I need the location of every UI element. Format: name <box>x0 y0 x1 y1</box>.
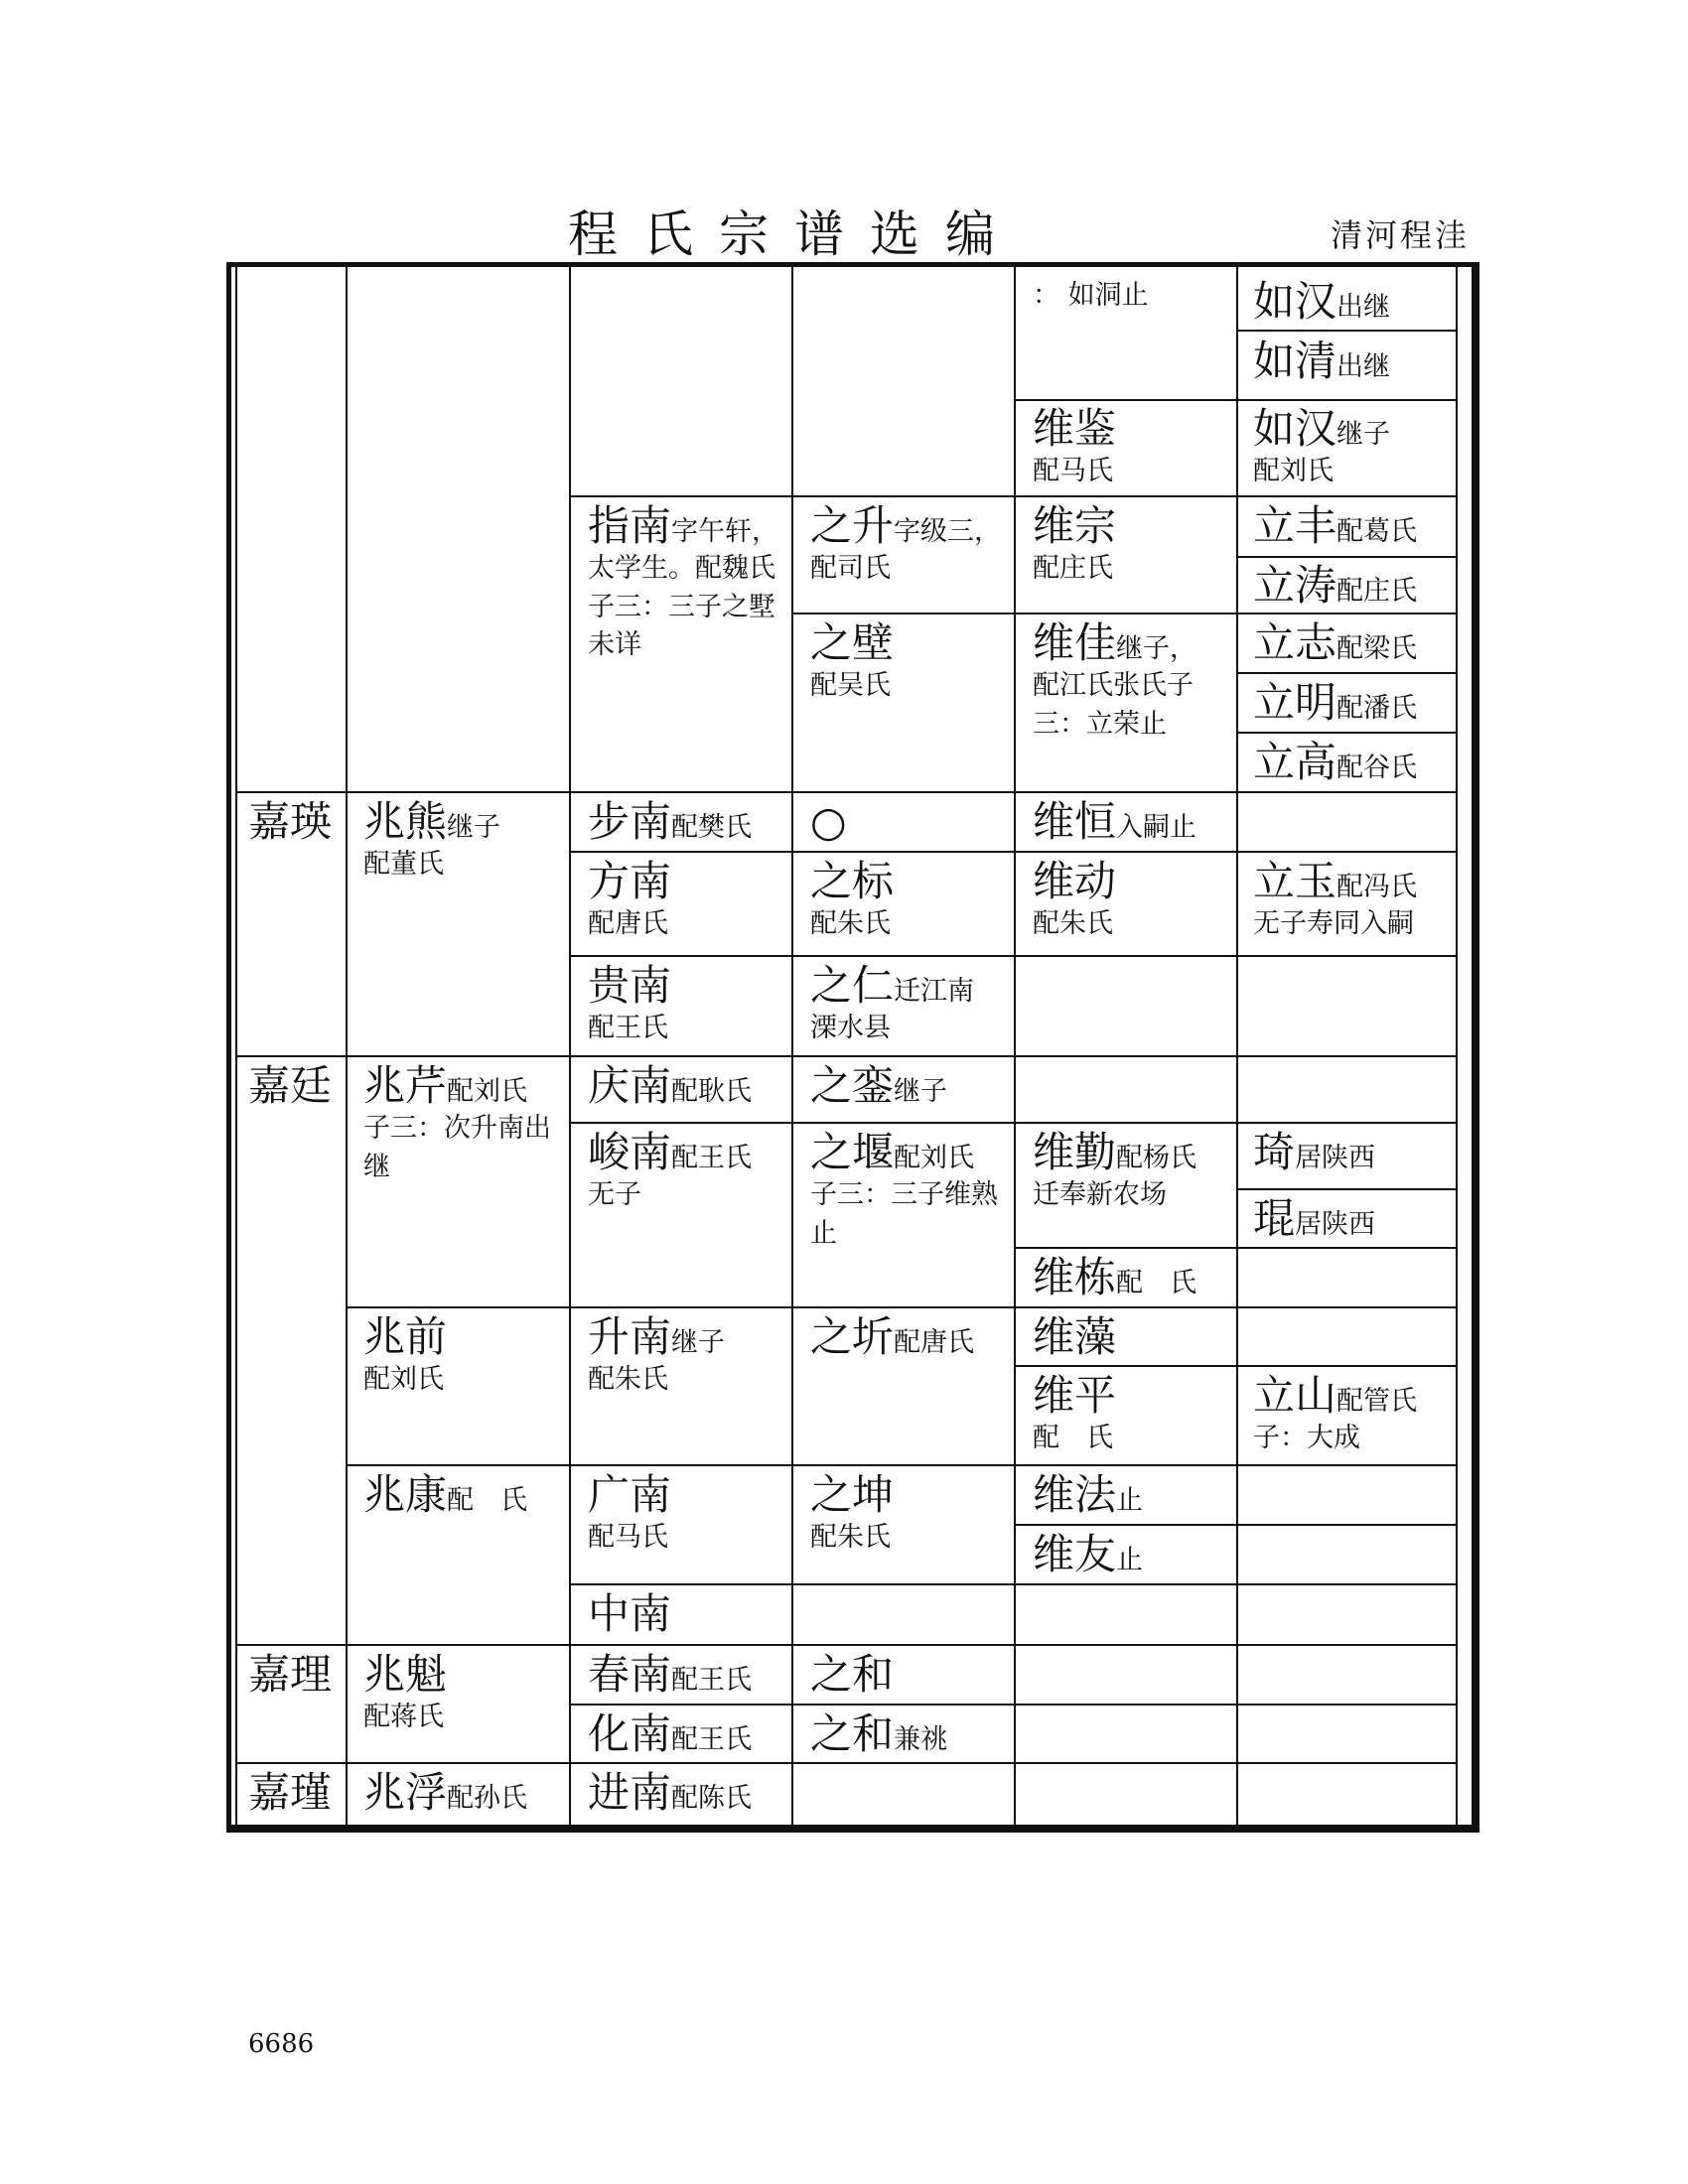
entry-cell <box>1253 619 1417 667</box>
note-text: 无子 <box>588 1179 641 1211</box>
entry-cell <box>1033 1254 1196 1301</box>
person-name: 庆南 <box>588 1061 672 1110</box>
generation-name: 嘉瑛 <box>248 797 333 846</box>
entry-cell <box>1033 1129 1196 1215</box>
person-name: 之堰 <box>810 1128 895 1176</box>
person-name: 立山 <box>1253 1371 1337 1420</box>
person-name: 维鉴 <box>1033 404 1117 453</box>
note-text: 配司氏 <box>810 553 891 585</box>
person-name: 琦 <box>1253 1128 1296 1176</box>
note-text: 配马氏 <box>1033 456 1113 487</box>
grid-line <box>1016 399 1458 401</box>
person-name: 维宗 <box>1033 501 1117 550</box>
entry-cell <box>1253 1129 1375 1176</box>
note-text: 配冯氏 <box>1336 872 1418 902</box>
person-name: 之銮 <box>810 1061 895 1110</box>
person-name: 化南 <box>588 1709 672 1758</box>
person-name: 如汉 <box>1253 277 1337 326</box>
generation-name: 嘉理 <box>248 1650 333 1699</box>
note-text: 字级三， <box>894 516 1002 547</box>
note-text: 配梁氏 <box>1336 633 1418 664</box>
note-text: 子三：三子维熟 <box>810 1179 998 1211</box>
note-text: 出继 <box>1336 351 1391 382</box>
grid-line <box>1238 556 1458 558</box>
grid-line <box>791 267 793 1825</box>
note-text: 配江氏张氏子 <box>1033 670 1194 702</box>
note-text: 入嗣止 <box>1116 812 1197 843</box>
note-text: 出继 <box>1336 292 1391 323</box>
entry-cell <box>1033 798 1196 846</box>
entry-cell <box>588 1062 752 1110</box>
circle-mark: ○ <box>810 797 847 846</box>
note-text: 配葛氏 <box>1336 516 1418 547</box>
note-text: 三：立荣止 <box>1033 708 1167 740</box>
entry-cell <box>363 1313 447 1400</box>
note-text: 止 <box>1116 1485 1144 1516</box>
person-name: 中南 <box>588 1589 672 1638</box>
person-name: 广南 <box>588 1470 672 1519</box>
entry-cell <box>363 798 500 885</box>
grid-line <box>571 1122 1458 1124</box>
note-text: 配王氏 <box>588 1013 668 1044</box>
grid-line <box>1014 267 1016 1825</box>
grid-line <box>237 1762 1458 1764</box>
grid-line <box>1238 672 1458 674</box>
person-name: 步南 <box>588 797 672 846</box>
entry-cell <box>1253 739 1417 786</box>
entry-cell <box>810 1062 947 1110</box>
grid-line <box>1016 1247 1458 1249</box>
person-name: 之壁 <box>810 618 895 667</box>
grid-line <box>571 955 1458 957</box>
entry-cell <box>588 502 778 664</box>
note-text: 配陈氏 <box>671 1783 753 1814</box>
entry-cell <box>1253 405 1390 491</box>
note-text: 配潘氏 <box>1336 693 1418 724</box>
page-subtitle: 清河程洼 <box>1330 216 1470 254</box>
person-name: 维栋 <box>1033 1253 1117 1301</box>
note-text: 居陕西 <box>1295 1209 1376 1240</box>
person-name: 维动 <box>1033 857 1117 905</box>
entry-cell <box>588 798 752 846</box>
note-text: 子：大成 <box>1253 1423 1360 1454</box>
grid-line <box>569 267 571 1825</box>
person-name: 立丰 <box>1253 501 1337 550</box>
person-name: 兆芹 <box>363 1061 448 1110</box>
note-text: 未详 <box>588 628 641 660</box>
page-title: 程氏宗谱选编 <box>568 205 1021 263</box>
note-text: 止 <box>1116 1545 1144 1575</box>
entry-cell <box>810 502 1001 589</box>
person-name: 指南 <box>588 501 672 550</box>
note-text: 配 氏 <box>447 1485 528 1516</box>
entry-cell <box>1033 1471 1143 1519</box>
note-text: 止 <box>810 1217 837 1249</box>
entry-cell <box>1253 562 1417 610</box>
note-text: 配王氏 <box>671 1665 753 1696</box>
grid-line <box>571 851 1458 853</box>
grid-line <box>793 613 1458 614</box>
person-name: 维平 <box>1033 1371 1117 1420</box>
note-text: 配刘氏 <box>1253 456 1334 487</box>
generation-name: 嘉瑾 <box>248 1768 333 1817</box>
note-text: 子三：次升南出 <box>363 1113 551 1145</box>
note-text: 配蒋氏 <box>363 1702 444 1733</box>
note-text: 字午轩， <box>671 516 779 547</box>
grid-line <box>348 1306 1458 1308</box>
note-text: 配 氏 <box>1033 1423 1113 1454</box>
note-text: 配耿氏 <box>671 1076 753 1107</box>
generation-name: 嘉廷 <box>248 1061 333 1110</box>
entry-cell <box>810 962 974 1048</box>
person-name: 立涛 <box>1253 561 1337 610</box>
entry-cell <box>588 1651 752 1699</box>
person-name: 之圻 <box>810 1312 895 1361</box>
entry-cell <box>1253 338 1390 385</box>
entry-cell <box>1033 1531 1143 1578</box>
person-name: 之坤 <box>810 1470 895 1519</box>
note-text: 配马氏 <box>588 1522 668 1554</box>
entry-cell <box>810 1651 894 1699</box>
note-text: 配朱氏 <box>1033 908 1113 940</box>
note-text: 配王氏 <box>671 1143 753 1173</box>
person-name: 维恒 <box>1033 797 1117 846</box>
entry-cell <box>1253 502 1417 550</box>
note-text: 配朱氏 <box>588 1364 668 1396</box>
note-text: 配谷氏 <box>1336 752 1418 783</box>
note-text: 继子 <box>894 1076 948 1107</box>
note-text: 配吴氏 <box>810 670 891 702</box>
note-text: 子三：三子之墅 <box>588 591 775 622</box>
person-name: 之和 <box>810 1650 895 1699</box>
note-text: 迁奉新农场 <box>1033 1179 1167 1211</box>
entry-cell <box>1033 858 1116 944</box>
entry-cell <box>1033 619 1196 744</box>
entry-cell <box>588 1710 752 1758</box>
person-name: 兆浮 <box>363 1768 448 1817</box>
grid-line <box>1238 732 1458 734</box>
entry-cell <box>588 1769 752 1817</box>
person-name: 春南 <box>588 1650 672 1699</box>
note-text: 继子 <box>671 1327 726 1358</box>
note-text: 配杨氏 <box>1116 1143 1197 1173</box>
note-text: 配刘氏 <box>894 1143 975 1173</box>
person-name: 之和 <box>810 1709 895 1758</box>
note-text: ： 如洞止 <box>1033 280 1149 311</box>
grid-line <box>1016 1365 1458 1367</box>
grid-line <box>348 1464 1458 1466</box>
note-text: 继 <box>363 1151 390 1182</box>
grid-line <box>237 1644 1458 1646</box>
entry-cell <box>810 1129 998 1253</box>
note-text: 居陕西 <box>1295 1143 1376 1173</box>
person-name: 立志 <box>1253 618 1337 667</box>
note-text: 兼祧 <box>894 1724 948 1755</box>
note-text: 配董氏 <box>363 849 444 881</box>
entry-cell <box>588 858 671 944</box>
grid-line <box>1238 330 1458 332</box>
person-name: 维法 <box>1033 1470 1117 1519</box>
grid-line <box>235 267 237 1825</box>
person-name: 立高 <box>1253 738 1337 786</box>
entry-cell <box>1253 1372 1417 1458</box>
grid-line <box>1456 267 1458 1825</box>
note-text: 继子， <box>1116 633 1197 664</box>
person-name: 升南 <box>588 1312 672 1361</box>
person-name: 兆康 <box>363 1470 448 1519</box>
note-text: 配刘氏 <box>447 1076 528 1107</box>
person-name: 贵南 <box>588 961 672 1010</box>
note-text: 继子 <box>447 812 501 843</box>
entry-cell <box>363 1769 527 1817</box>
note-text: 继子 <box>1336 419 1391 450</box>
entry-cell <box>810 619 894 706</box>
entry-cell <box>1253 278 1390 326</box>
note-text: 配庄氏 <box>1033 553 1113 585</box>
person-name: 如清 <box>1253 337 1337 385</box>
person-name: 维勤 <box>1033 1128 1117 1176</box>
person-name: 方南 <box>588 857 672 905</box>
grid-line <box>1236 267 1238 1825</box>
grid-line <box>571 1704 1458 1706</box>
grid-line <box>571 495 1458 497</box>
entry-cell <box>588 1471 671 1558</box>
person-name: 兆魁 <box>363 1650 448 1699</box>
person-name: 如汉 <box>1253 404 1337 453</box>
note-text: 配王氏 <box>671 1724 753 1755</box>
entry-cell <box>363 1651 447 1737</box>
person-name: 维友 <box>1033 1530 1117 1578</box>
note-text: 迁江南 <box>894 976 975 1007</box>
grid-line <box>346 267 348 1825</box>
entry-cell <box>1253 858 1417 944</box>
entry-cell <box>588 1313 725 1400</box>
note-text: 无子寿同入嗣 <box>1253 908 1414 940</box>
person-name: 立玉 <box>1253 857 1337 905</box>
entry-cell <box>588 962 671 1048</box>
grid-line <box>1238 1188 1458 1190</box>
person-name: 之标 <box>810 857 895 905</box>
person-name: 峻南 <box>588 1128 672 1176</box>
person-name: 维佳 <box>1033 618 1117 667</box>
grid-line <box>237 791 1458 793</box>
entry-cell <box>810 1471 894 1558</box>
entry-cell <box>588 1129 752 1215</box>
note-text: 配唐氏 <box>894 1327 975 1358</box>
note-text: 太学生。配魏氏 <box>588 553 775 585</box>
person-name: 兆前 <box>363 1312 448 1361</box>
note-text: 配管氏 <box>1336 1386 1418 1417</box>
note-text: 配朱氏 <box>810 1522 891 1554</box>
note-text: 配朱氏 <box>810 908 891 940</box>
note-text: 配孙氏 <box>447 1783 528 1814</box>
person-name: 维藻 <box>1033 1312 1117 1361</box>
note-text: 配唐氏 <box>588 908 668 940</box>
entry-cell <box>1033 1313 1116 1361</box>
page-number: 6686 <box>248 2029 315 2059</box>
entry-cell <box>1253 679 1417 727</box>
note-text: 配樊氏 <box>671 812 753 843</box>
entry-cell <box>363 1471 527 1519</box>
person-name: 兆熊 <box>363 797 448 846</box>
entry-cell <box>1033 405 1116 491</box>
person-name: 琨 <box>1253 1194 1296 1243</box>
note-text: 配刘氏 <box>363 1364 444 1396</box>
person-name: 进南 <box>588 1768 672 1817</box>
note-text: 配 氏 <box>1116 1268 1197 1298</box>
grid-line <box>1016 1524 1458 1526</box>
note-text: 溧水县 <box>810 1013 891 1044</box>
entry-cell <box>810 1710 947 1758</box>
grid-line <box>571 1583 1458 1585</box>
entry-cell <box>588 1590 671 1638</box>
entry-cell <box>810 858 894 944</box>
entry-cell <box>810 1313 974 1361</box>
entry-cell <box>1033 502 1116 589</box>
grid-line <box>237 1055 1458 1057</box>
person-name: 之升 <box>810 501 895 550</box>
person-name: 之仁 <box>810 961 895 1010</box>
note-text: 配庄氏 <box>1336 576 1418 607</box>
person-name: 立明 <box>1253 678 1337 727</box>
entry-cell <box>1253 1195 1375 1243</box>
entry-cell <box>1033 1372 1116 1458</box>
entry-cell <box>363 1062 551 1186</box>
